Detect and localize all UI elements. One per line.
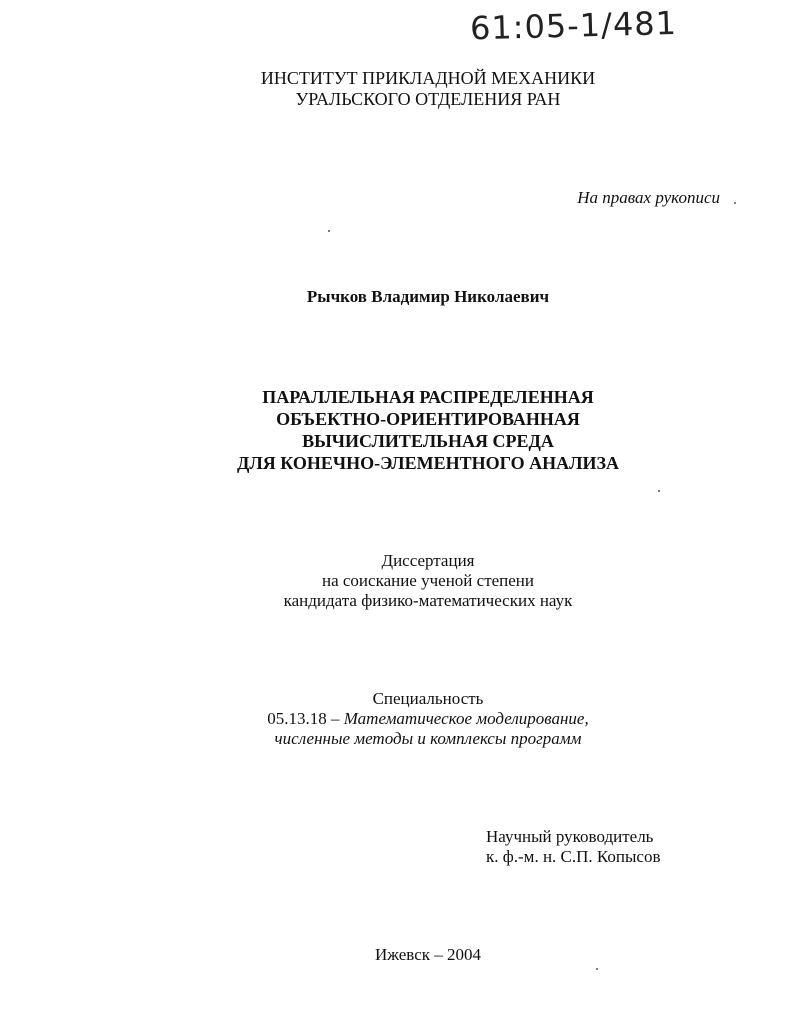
specialty-line-1 bbox=[30, 709, 796, 729]
handwritten-archive-code: 61:05-1/481 bbox=[469, 3, 678, 48]
institute-line-2: УРАЛЬСКОГО ОТДЕЛЕНИЯ РАН bbox=[295, 89, 561, 109]
scan-speck bbox=[328, 230, 330, 232]
dissertation-line-3: кандидата физико-математических наук bbox=[283, 591, 573, 610]
dissertation-line-2: на соискание ученой степени bbox=[321, 571, 535, 590]
title-line-3: ВЫЧИСЛИТЕЛЬНАЯ СРЕДА bbox=[302, 431, 554, 451]
title-line-4: ДЛЯ КОНЕЧНО-ЭЛЕМЕНТНОГО АНАЛИЗА bbox=[236, 453, 620, 473]
specialty-heading: Специальность bbox=[372, 689, 484, 708]
specialty-code: 05.13.18 – bbox=[267, 709, 340, 728]
dissertation-type bbox=[30, 551, 796, 611]
dissertation-title bbox=[30, 386, 796, 474]
specialty-name-part-1: Математическое моделирование, bbox=[343, 709, 589, 728]
specialty-section bbox=[30, 689, 796, 749]
institute-line-1: ИНСТИТУТ ПРИКЛАДНОЙ МЕХАНИКИ bbox=[260, 68, 596, 88]
scan-speck bbox=[596, 968, 598, 970]
title-line-1: ПАРАЛЛЕЛЬНАЯ РАСПРЕДЕЛЕННАЯ bbox=[262, 387, 594, 407]
institute-name bbox=[30, 68, 796, 110]
dissertation-line-1: Диссертация bbox=[381, 551, 475, 570]
supervisor-label: Научный руководитель bbox=[486, 827, 654, 846]
supervisor-name: к. ф.-м. н. С.П. Копысов bbox=[486, 847, 661, 866]
scan-speck bbox=[734, 202, 736, 204]
supervisor-block bbox=[486, 827, 661, 867]
rights-note: На правах рукописи bbox=[577, 188, 720, 207]
city-year: Ижевск – 2004 bbox=[374, 945, 482, 964]
author-name: Рычков Владимир Николаевич bbox=[306, 287, 550, 306]
scan-speck bbox=[658, 490, 660, 492]
specialty-name-part-2: численные методы и комплексы программ bbox=[274, 729, 582, 748]
title-line-2: ОБЪЕКТНО-ОРИЕНТИРОВАННАЯ bbox=[276, 409, 580, 429]
